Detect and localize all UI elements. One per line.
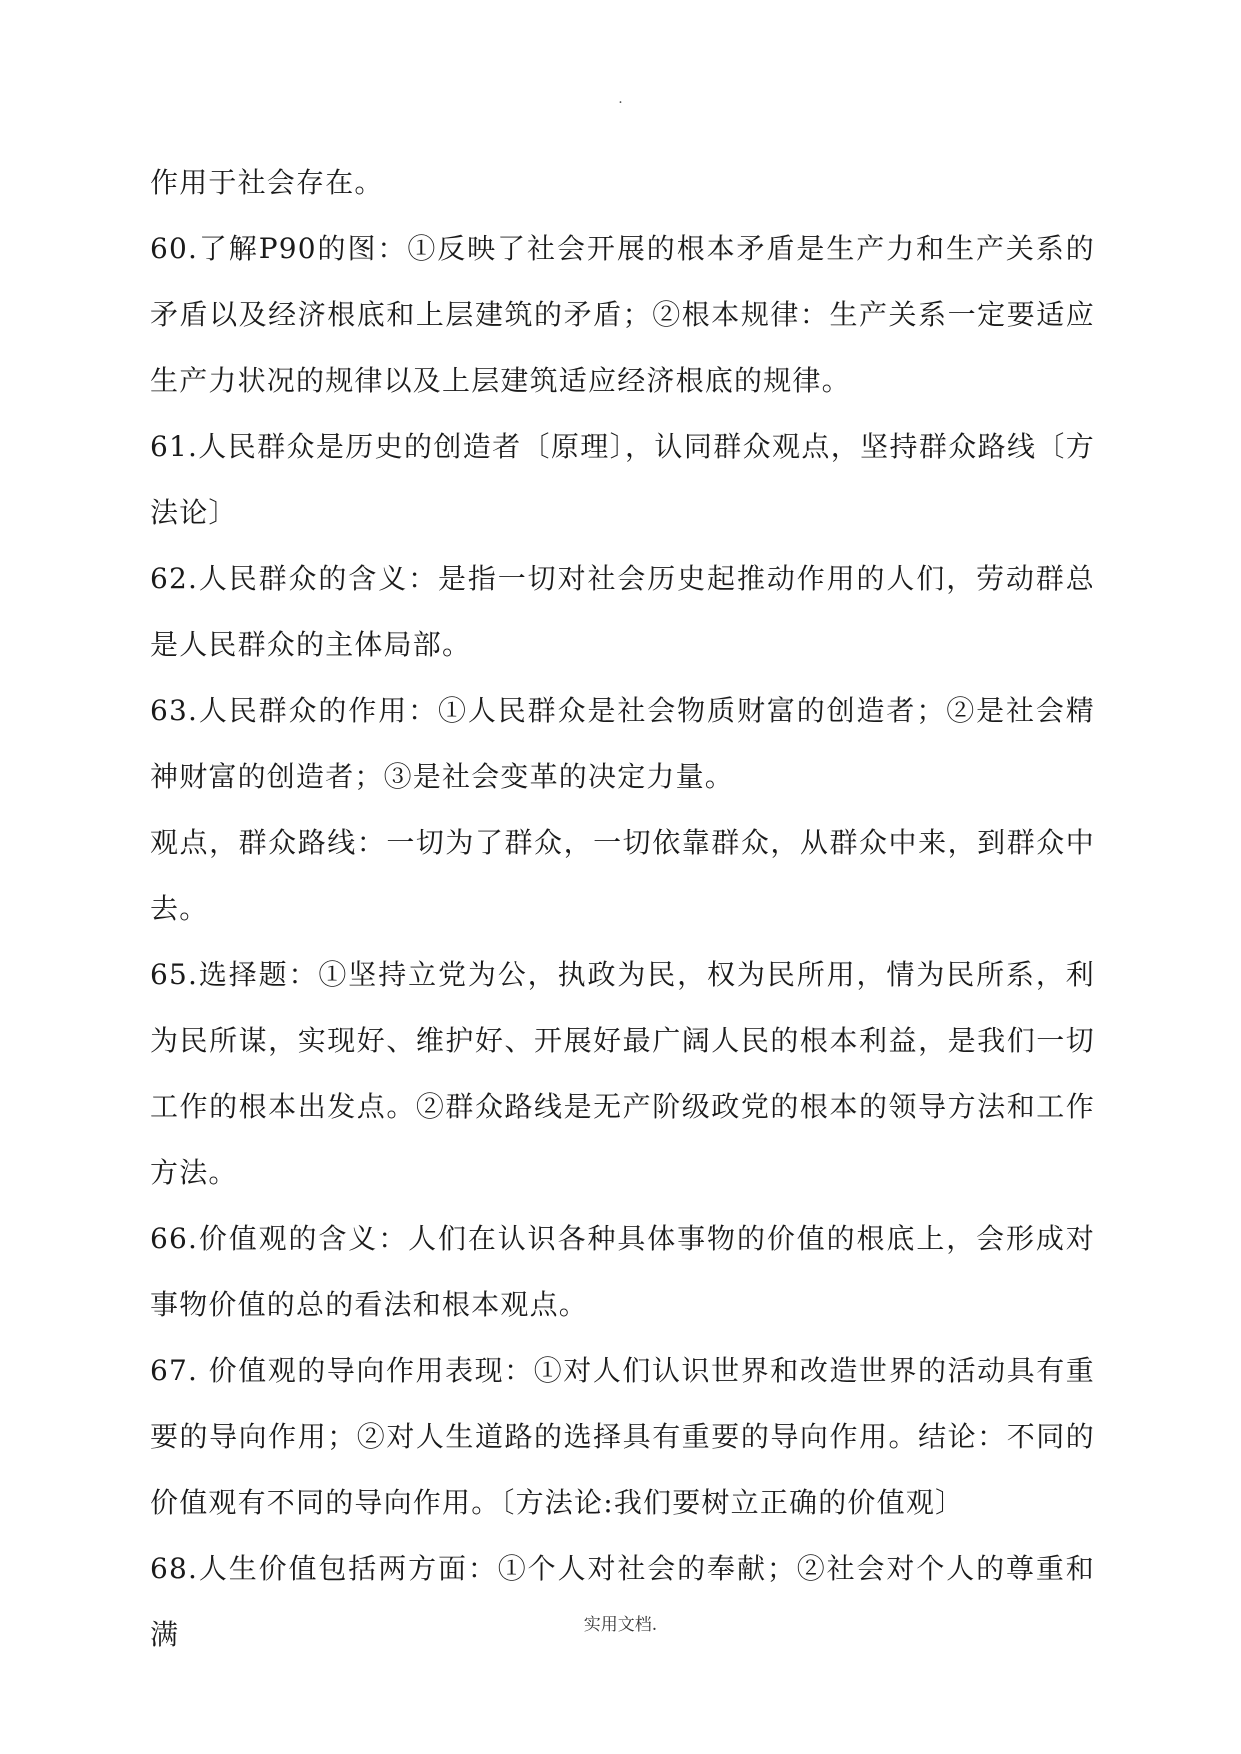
paragraph-67: 67. 价值观的导向作用表现：①对人们认识世界和改造世界的活动具有重要的导向作用；②对人生道路的选择具有重要的导向作用。结论：不同的价值观有不同的导向作用。〔方法论:我们要树立正确的价值观〕	[150, 1354, 1095, 1519]
paragraph-61: 61.人民群众是历史的创造者〔原理〕，认同群众观点，坚持群众路线〔方法论〕	[150, 430, 1095, 529]
paragraph-65: 65.选择题：①坚持立党为公，执政为民，权为民所用，情为民所系，利为民所谋，实现好、维护好、开展好最广阔人民的根本利益，是我们一切工作的根本出发点。②群众路线是无产阶级政党的根本的领导方法和工作方法。	[150, 958, 1095, 1189]
paragraph-mass-line: 观点，群众路线：一切为了群众，一切依靠群众，从群众中来，到群众中去。	[150, 826, 1095, 925]
page-footer: 实用文档.	[583, 1615, 658, 1635]
paragraph-63: 63.人民群众的作用：①人民群众是社会物质财富的创造者；②是社会精神财富的创造者；③是社会变革的决定力量。	[150, 694, 1095, 793]
header-mark: .	[618, 91, 623, 107]
paragraph-68: 68.人生价值包括两方面：①个人对社会的奉献；②社会对个人的尊重和满	[150, 1552, 1095, 1651]
document-body	[150, 150, 1095, 1668]
paragraph-60: 60.了解P90的图：①反映了社会开展的根本矛盾是生产力和生产关系的矛盾以及经济根底和上层建筑的矛盾；②根本规律：生产关系一定要适应生产力状况的规律以及上层建筑适应经济根底的规律。	[150, 232, 1095, 397]
paragraph-62: 62.人民群众的含义：是指一切对社会历史起推动作用的人们，劳动群总是人民群众的主体局部。	[150, 562, 1095, 661]
paragraph-continuation: 作用于社会存在。	[150, 166, 384, 199]
paragraph-66: 66.价值观的含义：人们在认识各种具体事物的价值的根底上，会形成对事物价值的总的看法和根本观点。	[150, 1222, 1095, 1321]
